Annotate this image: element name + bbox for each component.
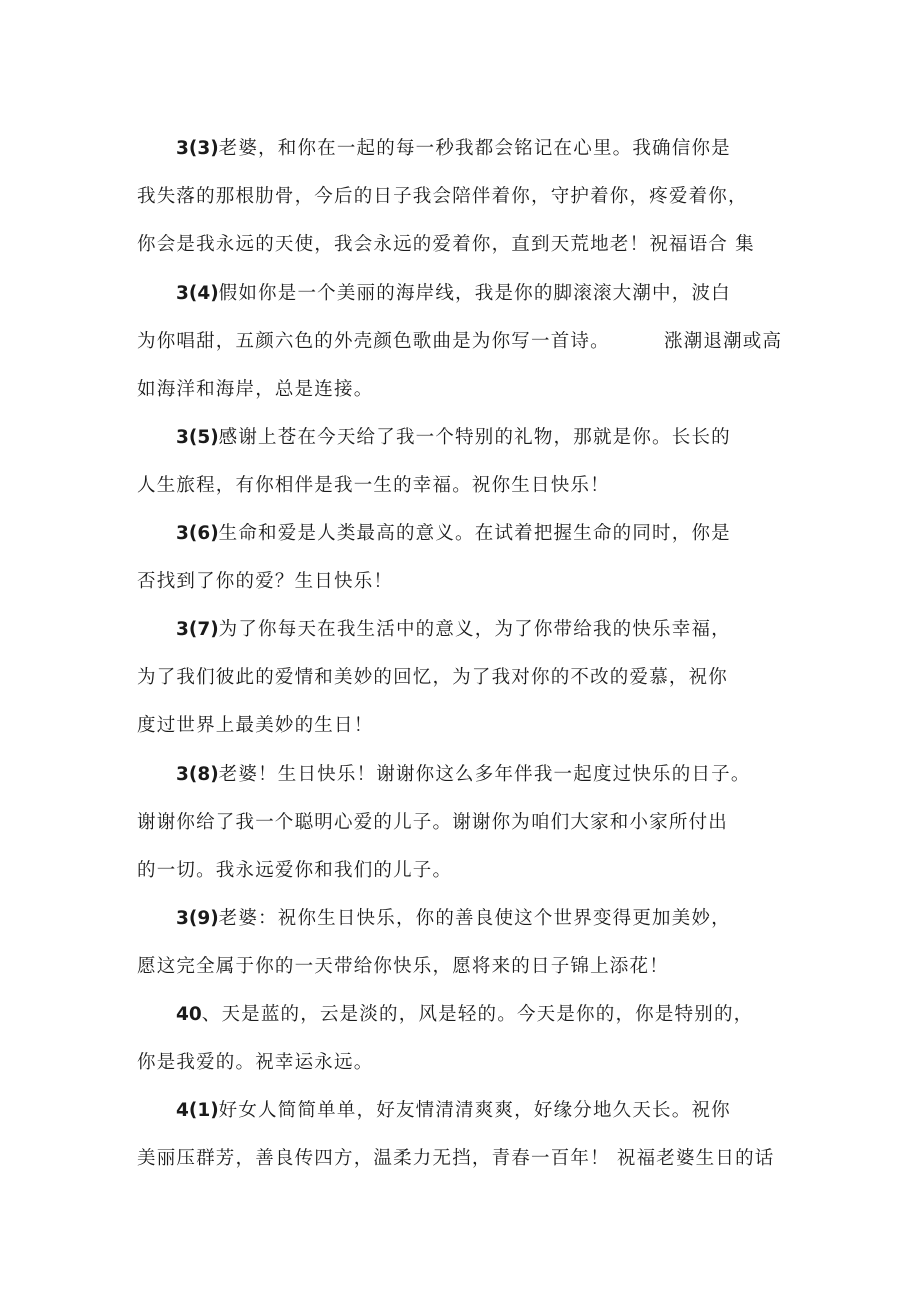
paragraph-3-7-line-3: 度过世界上最美妙的生日！ bbox=[137, 715, 374, 736]
paragraph-3-4-line-2: 为你唱甜，五颜六色的外壳颜色歌曲是为你写一首诗。 bbox=[137, 331, 610, 352]
paragraph-number: 3(8) bbox=[176, 764, 219, 785]
paragraph-4-1-line-1: 4(1)好女人简简单单，好友情清清爽爽，好缘分地久天长。祝你 bbox=[176, 1100, 731, 1121]
paragraph-3-9-line-2: 愿这完全属于你的一天带给你快乐，愿将来的日子锦上添花！ bbox=[137, 956, 669, 977]
paragraph-3-8-line-1: 3(8)老婆！生日快乐！谢谢你这么多年伴我一起度过快乐的日子。 bbox=[176, 764, 751, 785]
paragraph-3-6-line-1: 3(6)生命和爱是人类最高的意义。在试着把握生命的同时，你是 bbox=[176, 523, 731, 544]
paragraph-4-1-line-2: 美丽压群芳，善良传四方，温柔力无挡，青春一百年！ 祝福老婆生日的话 bbox=[137, 1148, 775, 1169]
paragraph-number: 4(1) bbox=[176, 1100, 219, 1121]
paragraph-number: 3(3) bbox=[176, 138, 219, 159]
paragraph-3-5-line-1: 3(5)感谢上苍在今天给了我一个特别的礼物，那就是你。长长的 bbox=[176, 427, 731, 448]
paragraph-3-3-line-1: 3(3)老婆，和你在一起的每一秒我都会铭记在心里。我确信你是 bbox=[176, 138, 731, 159]
paragraph-3-4-line-2-tail: 涨潮退潮或高 bbox=[664, 331, 783, 352]
paragraph-40-line-1: 40、天是蓝的，云是淡的，风是轻的。今天是你的，你是特别的， bbox=[176, 1004, 754, 1025]
paragraph-3-8-line-3: 的一切。我永远爱你和我们的儿子。 bbox=[137, 860, 453, 881]
paragraph-3-5-line-2: 人生旅程，有你相伴是我一生的幸福。祝你生日快乐！ bbox=[137, 475, 610, 496]
paragraph-number: 3(9) bbox=[176, 908, 219, 929]
paragraph-3-9-line-1: 3(9)老婆：祝你生日快乐，你的善良使这个世界变得更加美妙， bbox=[176, 908, 731, 929]
paragraph-3-8-line-2: 谢谢你给了我一个聪明心爱的儿子。谢谢你为咱们大家和小家所付出 bbox=[137, 812, 729, 833]
paragraph-number: 3(7) bbox=[176, 619, 219, 640]
paragraph-3-7-line-1: 3(7)为了你每天在我生活中的意义，为了你带给我的快乐幸福， bbox=[176, 619, 731, 640]
paragraph-3-4-line-1: 3(4)假如你是一个美丽的海岸线，我是你的脚滚滚大潮中，波白 bbox=[176, 283, 731, 304]
paragraph-number: 3(6) bbox=[176, 523, 219, 544]
paragraph-40-line-2: 你是我爱的。祝幸运永远。 bbox=[137, 1052, 374, 1073]
paragraph-number: 40 bbox=[176, 1004, 202, 1025]
paragraph-number: 3(4) bbox=[176, 283, 219, 304]
paragraph-3-6-line-2: 否找到了你的爱？生日快乐！ bbox=[137, 571, 394, 592]
paragraph-3-3-line-2: 我失落的那根肋骨，今后的日子我会陪伴着你，守护着你，疼爱着你， bbox=[137, 186, 748, 207]
paragraph-3-3-line-3: 你会是我永远的天使，我会永远的爱着你，直到天荒地老！祝福语合 集 bbox=[137, 234, 755, 255]
paragraph-3-4-line-3: 如海洋和海岸，总是连接。 bbox=[137, 379, 374, 400]
paragraph-3-7-line-2: 为了我们彼此的爱情和美妙的回忆，为了我对你的不改的爱慕，祝你 bbox=[137, 667, 729, 688]
paragraph-number: 3(5) bbox=[176, 427, 219, 448]
